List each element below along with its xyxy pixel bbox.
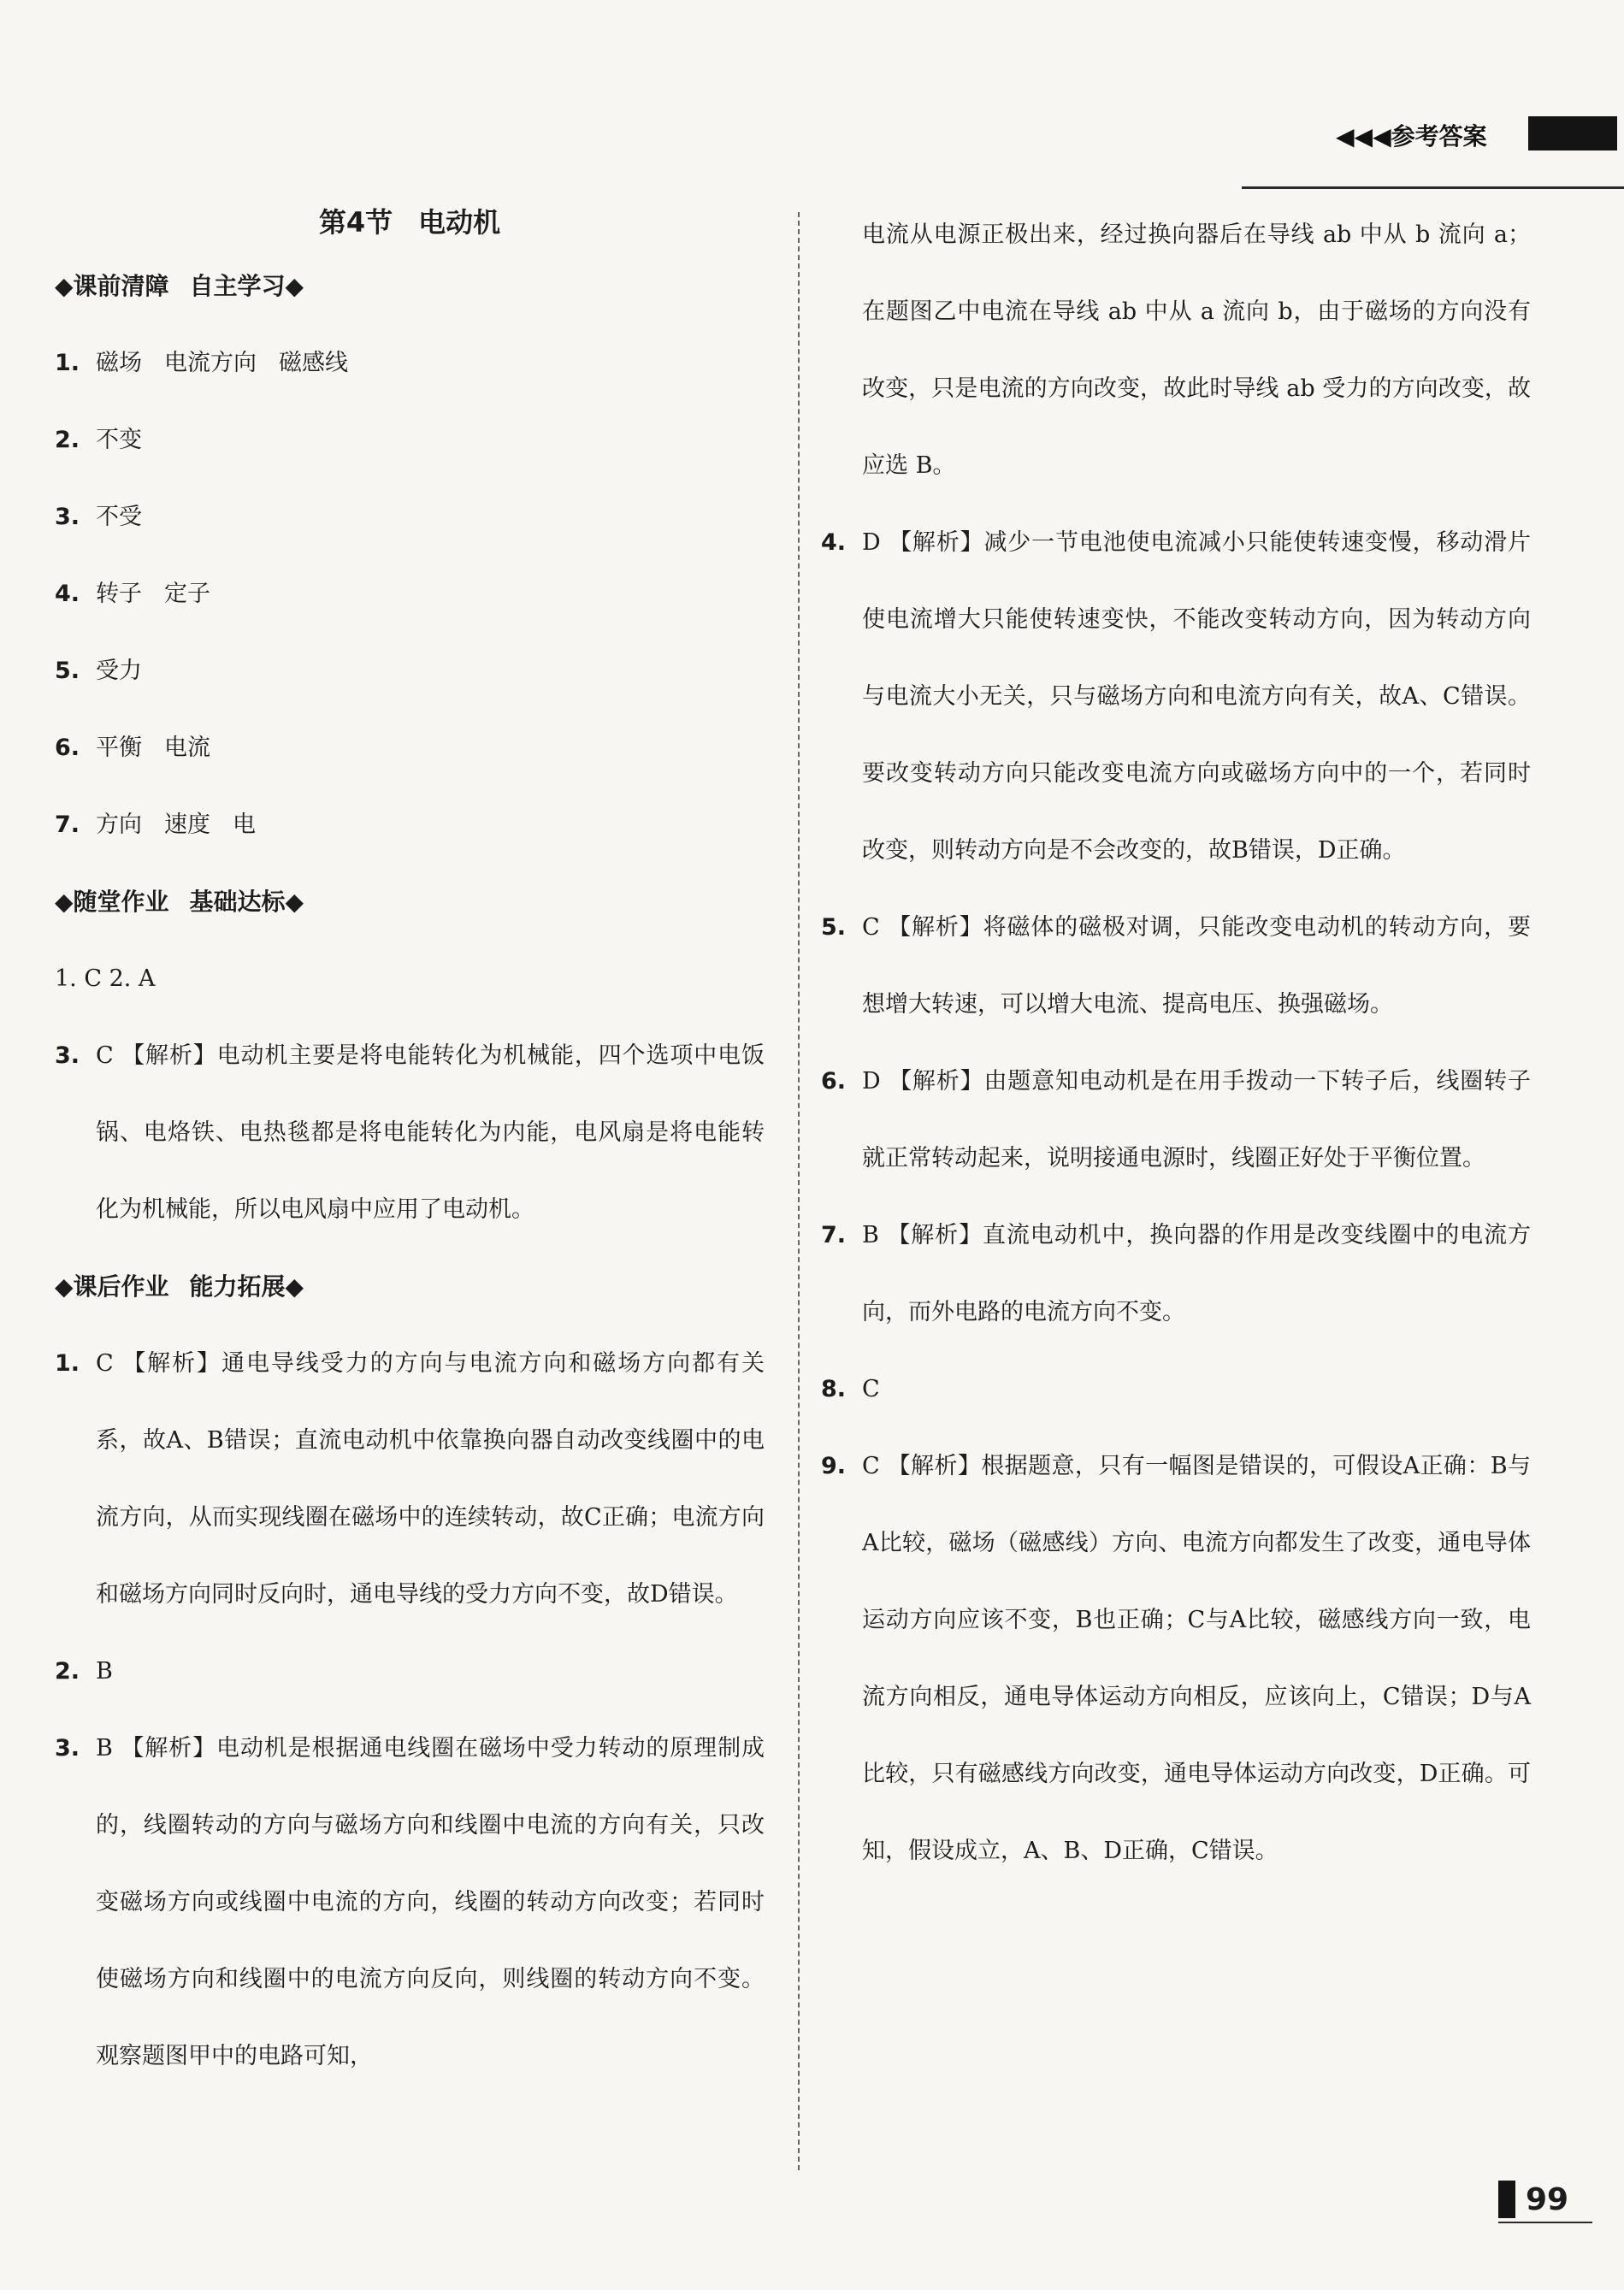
list-item — [821, 1351, 1531, 1428]
item-number: 3. — [55, 1735, 80, 1762]
item-number: 8. — [821, 1376, 847, 1402]
item-text: 不变 — [96, 427, 142, 453]
item-text: C 【解析】通电导线受力的方向与电流方向和磁场方向都有关系，故A、B错误；直流电动机中依靠换向器自动改变线圈中的电流方向，从而实现线圈在磁场中的连续转动，故C正确；电流方向和磁场方向同时反向时，通电导线的受力方向不变，故D错误。 — [96, 1350, 765, 1608]
section-class-sub: 基础达标◆ — [189, 888, 304, 916]
section-pre-sub: 自主学习◆ — [189, 272, 304, 300]
item-number: 5. — [821, 914, 847, 941]
list-item — [55, 479, 765, 556]
page-title — [55, 197, 765, 248]
list-item — [55, 710, 765, 787]
item-text: 不受 — [96, 504, 142, 530]
item-text — [96, 556, 765, 633]
item-number: 6. — [55, 735, 80, 761]
list-item — [55, 787, 765, 864]
item-text: B 【解析】电动机是根据通电线圈在磁场中受力转动的原理制成的，线圈转动的方向与磁场方向和线圈中电流的方向有关，只改变磁场方向或线圈中电流的方向，线圈的转动方向改变；若同时使磁场方向和线圈中的电流方向反向，则线圈的转动方向不变。观察题图甲中的电路可知， — [96, 1735, 765, 2069]
item-text: C 【解析】将磁体的磁极对调，只能改变电动机的转动方向，要想增大转速，可以增大电流、提高电压、换强磁场。 — [862, 914, 1531, 1018]
continued-text: 电流从电源正极出来，经过换向器后在导线 ab 中从 b 流向 a；在题图乙中电流在导线 ab 中从 a 流向 b，由于磁场的方向没有改变，只是电流的方向改变，故此时导线 ab 受力的方向改变，故应选 B。 — [862, 221, 1531, 479]
page-rule — [1498, 2222, 1592, 2223]
section-post-sub: 能力拓展◆ — [189, 1272, 304, 1301]
item-number: 2. — [55, 427, 80, 453]
right-column — [821, 197, 1531, 1890]
item-text: 方向 — [96, 812, 142, 838]
item-number: 3. — [55, 504, 80, 530]
section-post — [55, 1248, 765, 1325]
title-number: 第4节 — [318, 206, 393, 239]
item-text: C 【解析】电动机主要是将电能转化为机械能，四个选项中电饭锅、电烙铁、电热毯都是将电能转化为内能，电风扇是将电能转化为机械能，所以电风扇中应用了电动机。 — [96, 1042, 765, 1223]
item-text: C 【解析】根据题意，只有一幅图是错误的，可假设A正确：B与A比较，磁场（磁感线）方向、电流方向都发生了改变，通电导体运动方向应该不变，B也正确；C与A比较，磁感线方向一致，电流方向相反，通电导体运动方向相反，应该向上，C错误；D与A比较，只有磁感线方向改变，通电导体运动方向改变，D正确。可知，假设成立，A、B、D正确，C错误。 — [862, 1453, 1531, 1864]
item-text: B — [96, 1658, 113, 1685]
title-name: 电动机 — [418, 206, 501, 239]
header-label: ◀◀◀参考答案 — [1336, 122, 1487, 151]
item-text: 磁感线 — [279, 350, 348, 376]
list-item — [55, 325, 765, 402]
item-number: 4. — [55, 581, 80, 607]
item-number: 1. — [55, 1350, 80, 1377]
item-text: 平衡 — [96, 735, 142, 761]
list-item — [55, 1018, 765, 1248]
list-item — [55, 1633, 765, 1710]
left-column — [55, 197, 765, 2095]
item-text: 速度 — [164, 812, 210, 838]
list-item — [821, 889, 1531, 1043]
item-number: 4. — [821, 529, 847, 556]
item-text — [96, 787, 765, 864]
section-class-label: ◆随堂作业 — [55, 888, 169, 916]
page-number-text: 99 — [1526, 2181, 1569, 2217]
item-number: 7. — [821, 1222, 847, 1248]
item-text: 电 — [233, 812, 256, 838]
item-text: 1. C 2. A — [55, 965, 156, 992]
section-pre-label: ◆课前清障 — [55, 272, 169, 300]
page-number-block — [1498, 2181, 1515, 2218]
item-number: 2. — [55, 1658, 80, 1685]
item-number: 3. — [55, 1042, 80, 1069]
section-pre — [55, 248, 765, 325]
item-text: 电流方向 — [164, 350, 257, 376]
item-number: 7. — [55, 812, 80, 838]
item-number: 5. — [55, 658, 80, 684]
item-text: 定子 — [164, 581, 210, 607]
header-bar — [1528, 116, 1617, 151]
header-tag — [1336, 118, 1487, 152]
section-post-label: ◆课后作业 — [55, 1272, 169, 1301]
section-class — [55, 864, 765, 941]
item-text: 转子 — [96, 581, 142, 607]
list-item — [55, 941, 765, 1018]
list-item — [821, 1043, 1531, 1197]
list-item — [55, 402, 765, 479]
item-text — [96, 710, 765, 787]
item-number: 6. — [821, 1068, 847, 1095]
item-text: D 【解析】由题意知电动机是在用手拨动一下转子后，线圈转子就正常转动起来，说明接通电源时，线圈正好处于平衡位置。 — [862, 1068, 1531, 1172]
column-divider — [798, 212, 800, 2170]
item-text: C — [862, 1376, 880, 1402]
list-item — [821, 505, 1531, 889]
item-number: 9. — [821, 1453, 847, 1479]
item-text: 电流 — [164, 735, 210, 761]
item-text: 受力 — [96, 658, 142, 684]
item-text: 磁场 — [96, 350, 142, 376]
item-text: B 【解析】直流电动机中，换向器的作用是改变线圈中的电流方向，而外电路的电流方向不变。 — [862, 1222, 1531, 1325]
header-rule — [1242, 186, 1624, 189]
item-text: D 【解析】减少一节电池使电流减小只能使转速变慢，移动滑片使电流增大只能使转速变快，不能改变转动方向，因为转动方向与电流大小无关，只与磁场方向和电流方向有关，故A、C错误。要改变转动方向只能改变电流方向或磁场方向中的一个，若同时改变，则转动方向是不会改变的，故B错误，D正确。 — [862, 529, 1531, 864]
item-number: 1. — [55, 350, 80, 376]
list-item — [55, 1325, 765, 1633]
list-item — [821, 1197, 1531, 1351]
list-item — [55, 556, 765, 633]
list-item — [821, 1428, 1531, 1890]
page-number — [1498, 2181, 1568, 2218]
item-text — [96, 325, 765, 402]
list-item — [55, 1710, 765, 2095]
list-item — [55, 633, 765, 710]
